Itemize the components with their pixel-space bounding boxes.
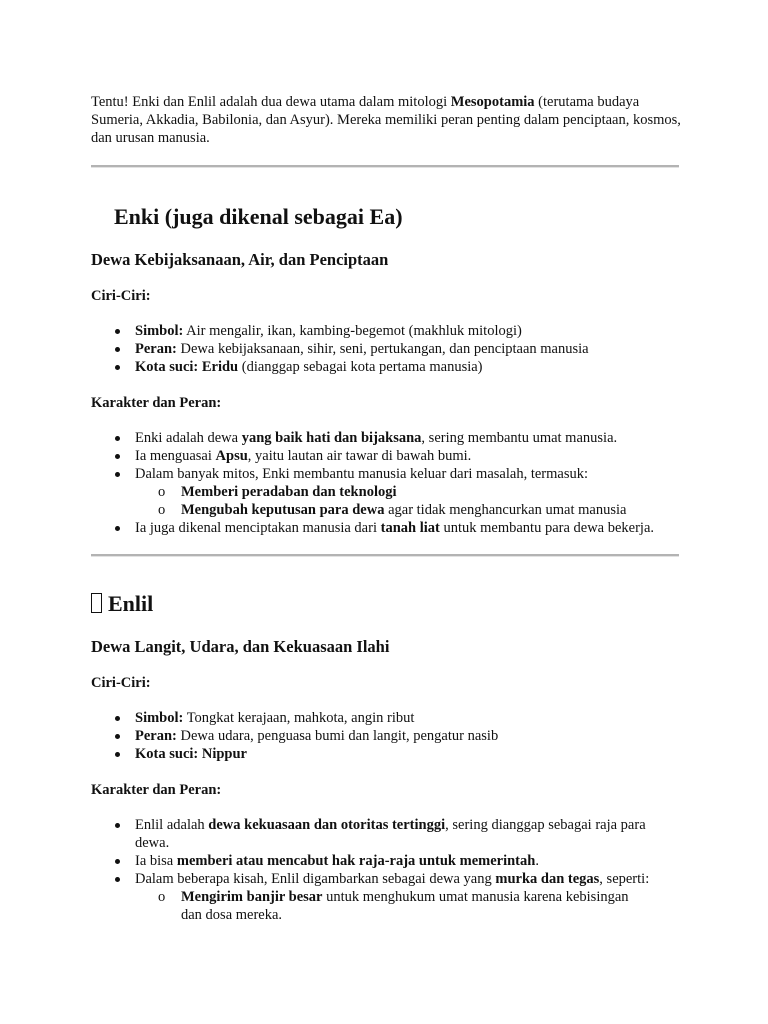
list-item [135,447,681,465]
enlil-karakter-list [91,816,683,924]
item-bold: yang baik hati dan bijaksana [241,430,422,446]
item-text-pre: Enki adalah dewa [135,430,242,446]
item-text-post: , seperti: [599,871,650,887]
item-text-post: , sering dianggap sebagai raja para dewa. [135,817,646,851]
intro-text-post: (terutama budaya Sumeria, Akkadia, Babilonia, dan Asyur). Mereka memiliki peran penting dalam penciptaan, kosmos, dan urusan manusia. [91,94,681,146]
item-text-post: , sering membantu umat manusia. [421,430,618,446]
section-divider-1 [91,165,679,168]
list-item [135,709,681,727]
document-content [91,93,681,924]
intro-text-bold: Mesopotamia [450,94,535,110]
list-item [135,852,683,870]
enlil-karakter-label: Karakter dan Peran: [91,782,222,798]
list-item [135,340,681,358]
sub-bullet-marker: o [158,889,166,905]
list-item [135,429,681,447]
item-bold: Peran: [135,341,177,357]
enlil-heading [91,590,681,618]
list-item [135,870,683,924]
item-bold: Simbol: [135,323,184,339]
item-bold: Apsu [215,448,248,464]
intro-text-pre: Tentu! Enki dan Enlil adalah dua dewa utama dalam mitologi [91,94,451,110]
item-text: Air mengalir, ikan, kambing-begemot (makhluk mitologi) [183,323,522,339]
item-text: Dewa kebijaksanaan, sihir, seni, pertukangan, dan penciptaan manusia [176,341,589,357]
missing-glyph-icon [91,593,102,613]
item-text-pre: Ia menguasai [135,448,216,464]
item-bold: Kota suci: Nippur [135,746,247,762]
item-text-pre: Dalam banyak mitos, Enki membantu manusia keluar dari masalah, termasuk: [135,466,588,482]
enlil-ciri-label: Ciri-Ciri: [91,675,151,691]
enlil-sub-list [135,888,651,924]
item-bold: murka dan tegas [495,871,600,887]
item-text: Dewa udara, penguasa bumi dan langit, pengatur nasib [176,728,499,744]
list-item [135,465,681,519]
sub-bullet-marker: o [158,484,166,500]
enlil-subheading: Dewa Langit, Udara, dan Kekuasaan Ilahi [91,637,390,656]
sub-bullet-marker: o [158,502,166,518]
intro-paragraph [91,93,681,147]
list-item [135,745,681,763]
list-item [135,727,681,745]
item-bold: Mengubah keputusan para dewa [181,502,385,518]
item-bold: Mengirim banjir besar [181,889,323,905]
item-text-pre: Dalam beberapa kisah, Enlil digambarkan sebagai dewa yang [135,871,496,887]
item-bold: tanah liat [380,520,440,536]
item-bold: Kota suci: Eridu [135,359,239,375]
enki-heading: Enki (juga dikenal sebagai Ea) [114,204,403,229]
item-text-pre: Ia juga dikenal menciptakan manusia dari [135,520,381,536]
item-bold: Memberi peradaban dan teknologi [181,484,397,500]
item-bold: memberi atau mencabut hak raja-raja untuk memerintah [176,853,536,869]
sub-list-item [158,501,681,519]
enlil-heading-text: Enlil [108,591,154,616]
item-bold: Simbol: [135,710,184,726]
enki-subheading: Dewa Kebijaksanaan, Air, dan Penciptaan [91,250,389,269]
item-text-post: agar tidak menghancurkan umat manusia [384,502,627,518]
item-text-pre: Ia bisa [135,853,177,869]
list-item [135,322,681,340]
list-item [135,358,681,376]
enki-karakter-list [91,429,681,537]
item-bold: dewa kekuasaan dan otoritas tertinggi [208,817,446,833]
enki-ciri-label: Ciri-Ciri: [91,288,151,304]
section-divider-2 [91,554,679,557]
enlil-ciri-list [91,709,681,763]
item-text-post: , yaitu lautan air tawar di bawah bumi. [247,448,472,464]
enki-sub-list [135,483,681,519]
enki-ciri-list [91,322,681,376]
item-bold: Peran: [135,728,177,744]
item-text-post: . [535,853,539,869]
list-item [135,519,681,537]
item-text: Tongkat kerajaan, mahkota, angin ribut [183,710,415,726]
item-text: (dianggap sebagai kota pertama manusia) [238,359,483,375]
sub-list-item [158,888,651,924]
item-text-pre: Enlil adalah [135,817,209,833]
item-text-post: untuk menghukum umat manusia karena kebisingan dan dosa mereka. [181,889,629,923]
sub-list-item [158,483,681,501]
enki-karakter-label: Karakter dan Peran: [91,395,222,411]
list-item [135,816,683,852]
item-text-post: untuk membantu para dewa bekerja. [439,520,655,536]
